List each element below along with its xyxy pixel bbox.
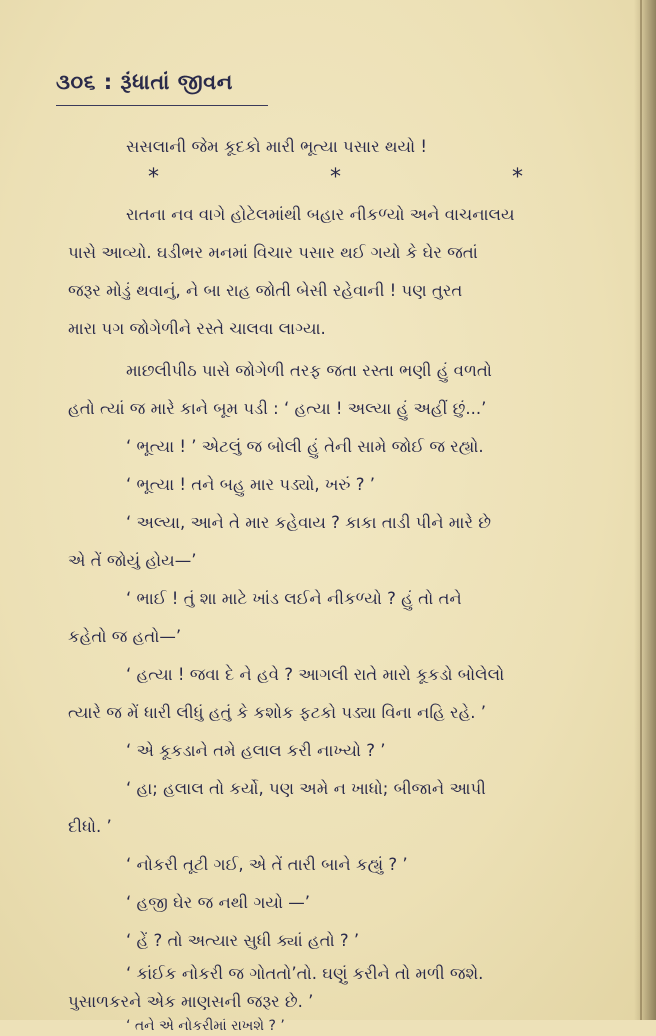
text-line: ‘ હજી ઘેર જ નથી ગયો —’ [126, 893, 311, 912]
paragraph [68, 770, 620, 846]
paragraph [68, 960, 620, 1016]
text-line: ‘ તને એ નોકરીમાં રાખશે ? ’ [126, 1018, 285, 1034]
paragraph [68, 580, 620, 656]
text-line: ‘ ભાઈ ! તું શા માટે ખાંડ લઈને નીકળ્યો ? હું તો તને [126, 589, 462, 608]
text-line: પાસે આવ્યો. ઘડીભર મનમાં વિચાર પસાર થઈ ગયો કે ઘેર જતાં [68, 243, 478, 262]
text-line: ‘ હત્યા ! જવા દે ને હવે ? આગલી રાતે મારો કૂકડો બોલેલો [126, 665, 505, 684]
page-header: ૩૦૬ : રૂંધાતાં જીવન [56, 70, 233, 94]
paragraph [100, 884, 620, 922]
page-edge-shadow [634, 0, 656, 1020]
text-line: ‘ હેં ? તો અત્યાર સુધી ક્યાં હતો ? ’ [126, 931, 360, 950]
text-line: દીધો. ’ [68, 817, 112, 836]
header-rule [56, 105, 268, 106]
text-line: ત્યારે જ મેં ધારી લીધું હતું કે કશોક ફટકો પડ્યા વિના નહિ રહે. ’ [68, 703, 487, 722]
paragraph [100, 732, 620, 770]
paragraph [100, 922, 620, 960]
text-line: ‘ હા; હલાલ તો કર્યો, પણ અમે ન ખાધો; બીજાને આપી [126, 779, 486, 798]
text-line: ‘ ભૂત્યા ! તને બહુ માર પડ્યો, ખરું ? ’ [126, 475, 376, 494]
section-break-star: * [512, 165, 523, 190]
paragraph [100, 1016, 620, 1036]
paragraph [68, 656, 620, 732]
text-line: માછલીપીઠ પાસે જોગેળી તરફ જતા રસ્તા ભણી હું વળતો [126, 361, 492, 380]
paragraph [68, 352, 620, 428]
paragraph [68, 504, 620, 580]
paragraph [68, 196, 620, 348]
text-line: પુસાળકરને એક માણસની જરૂર છે. ’ [68, 992, 314, 1011]
text-line: સસલાની જેમ કૂદકો મારી ભૂત્યા પસાર થયો ! [126, 137, 428, 156]
paragraph [100, 128, 620, 166]
paragraph [100, 428, 620, 466]
text-line: ‘ એ કૂકડાને તમે હલાલ કરી નાખ્યો ? ’ [126, 741, 386, 760]
text-line: એ તેં જોયું હોય—’ [68, 551, 197, 570]
text-line: રાતના નવ વાગે હોટેલમાંથી બહાર નીકળ્યો અને વાચનાલય [126, 205, 515, 224]
text-line: ‘ નોકરી તૂટી ગઈ, એ તેં તારી બાને કહ્યું ? ’ [126, 855, 408, 874]
section-break-star: * [148, 165, 159, 190]
text-line: ‘ કાંઈક નોકરી જ ગોતતો’તો. ઘણું કરીને તો મળી જશે. [126, 964, 484, 983]
text-line: મારા પગ જોગેળીને રસ્તે ચાલવા લાગ્યા. [68, 319, 326, 338]
section-break-star: * [330, 165, 341, 190]
paragraph [100, 846, 620, 884]
page-edge-line [640, 0, 642, 1020]
text-line: ‘ અલ્યા, આને તે માર કહેવાય ? કાકા તાડી પીને મારે છે [126, 513, 491, 532]
text-line: હતો ત્યાં જ મારે કાને બૂમ પડી : ‘ હત્યા ! અલ્યા હું અહીં છું...’ [68, 399, 487, 418]
text-line: કહેતો જ હતો—’ [68, 627, 182, 646]
text-line: ‘ ભૂત્યા ! ’ એટલું જ બોલી હું તેની સામે જોઈ જ રહ્યો. [126, 437, 484, 456]
paragraph [100, 466, 620, 504]
text-line: જરૂર મોડું થવાનું, ને બા રાહ જોતી બેસી રહેવાની ! પણ તુરત [68, 281, 463, 300]
